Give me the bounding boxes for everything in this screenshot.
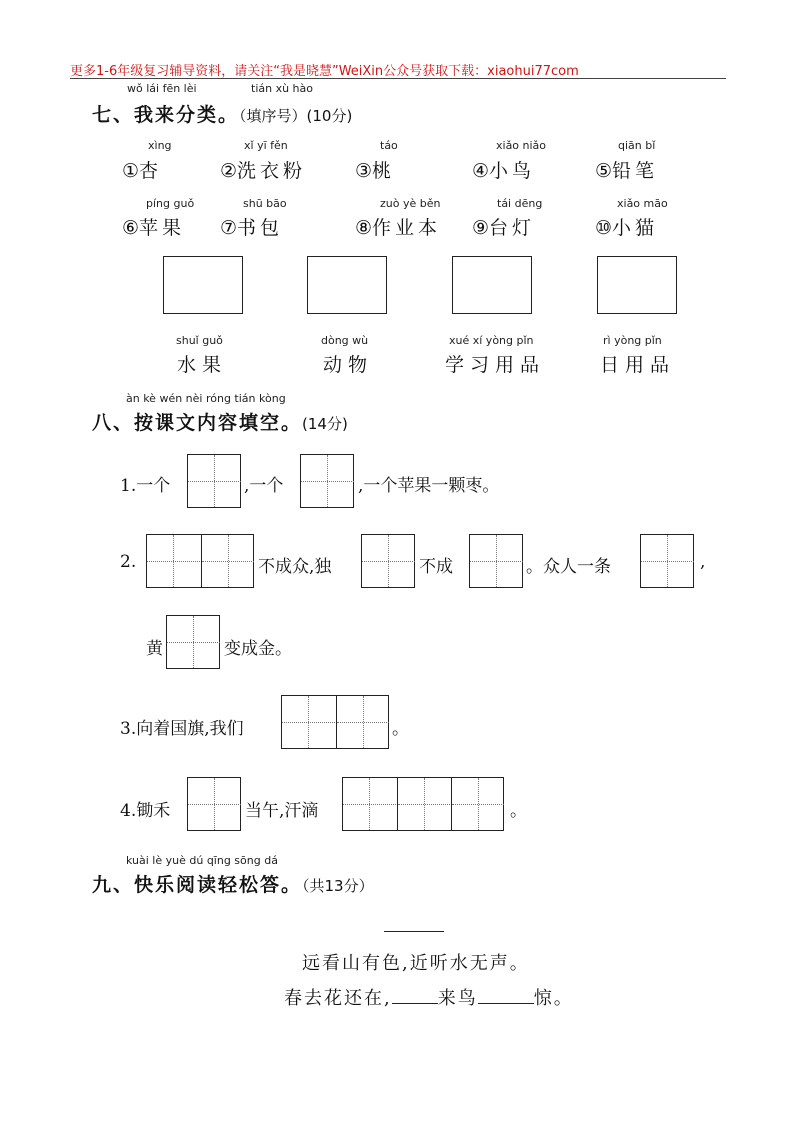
tianzi-box[interactable] [640,534,694,588]
tianzi-box[interactable] [469,534,523,588]
sort-item [355,156,395,183]
sort-item [220,213,283,240]
q3-text-b: 。 [392,719,409,739]
tianzi-box[interactable] [166,615,220,669]
q4-text-a: 4.锄禾 [120,801,171,821]
item-number: ⑥ [122,217,140,239]
item-number: ⑦ [220,217,238,239]
item-number: ① [122,160,140,182]
item-text: 小猫 [612,217,659,239]
item-text: 小鸟 [489,160,536,182]
section9-score: （共13分） [302,877,374,895]
tianzi-box[interactable] [146,534,254,588]
poem-line-2-c: 惊。 [533,988,574,1009]
answer-box-stationery[interactable] [452,256,532,314]
item-pinyin: xiǎo māo [617,197,668,210]
poem-blank-2[interactable] [478,989,534,1004]
item-text: 台灯 [489,217,536,239]
category-label: 动物 [323,354,374,376]
sort-item [122,156,162,183]
sort-item [355,213,441,240]
q4-text-b: 当午,汗滴 [245,801,319,821]
category-pinyin: shuǐ guǒ [176,334,223,347]
tianzi-box[interactable] [342,777,504,831]
q2-text-b: 不成众,独 [258,557,332,577]
poem-title-blank[interactable] [384,931,444,932]
section8-score: (14分) [302,415,348,433]
section8-title-text: 八、按课文内容填空。 [92,412,303,434]
section7-pinyin-b: tián xù hào [251,82,313,95]
item-text: 杏 [139,160,163,182]
section9-pinyin: kuài lè yuè dú qīng sōng dá [126,854,278,867]
category-label: 水果 [177,354,228,376]
section9-title [92,870,374,897]
item-number: ⑨ [472,217,490,239]
q2-text-g: 变成金。 [224,639,292,659]
q1-text-a: 1.一个 [120,476,171,496]
category-pinyin: xué xí yòng pǐn [449,334,534,347]
q2-text-c: 不成 [419,557,453,577]
poem-line-2-a: 春去花还在, [284,988,392,1009]
item-pinyin: xiǎo niǎo [496,139,547,152]
tianzi-box[interactable] [187,454,241,508]
q2-text-f: 黄 [146,639,163,659]
item-pinyin: zuò yè běn [380,197,441,210]
category-label: 学习用品 [445,354,546,376]
category-label: 日用品 [600,354,676,376]
item-pinyin: táo [380,139,398,152]
q1-text-b: ,一个 [244,476,284,496]
item-number: ⑧ [355,217,373,239]
header-divider [70,78,726,79]
sort-item [122,213,185,240]
item-number: ④ [472,160,490,182]
section9-title-text: 九、快乐阅读轻松答。 [92,874,303,896]
item-number: ③ [355,160,373,182]
sort-item [220,156,306,183]
item-number: ② [220,160,238,182]
header-banner: 更多1-6年级复习辅导资料，请关注“我是晓慧”WeiXin公众号获取下载：xiaohui77com [70,64,579,79]
poem-line-2-b: 来鸟 [437,988,478,1009]
q1-text-c: ,一个苹果一颗枣。 [358,476,500,496]
section7-title-text: 七、我来分类。 [92,104,240,126]
item-text: 作业本 [372,217,442,239]
item-text: 苹果 [139,217,186,239]
q4-text-c: 。 [510,801,527,821]
sort-item [595,156,658,183]
item-pinyin: xìng [148,139,172,152]
category-pinyin: dòng wù [321,334,369,347]
sort-item [472,156,535,183]
q2-text-e: , [700,552,706,572]
sort-item [472,213,535,240]
section8-title [92,408,348,435]
tianzi-box[interactable] [300,454,354,508]
section7-pinyin-a: wǒ lái fēn lèi [127,82,197,95]
tianzi-box[interactable] [187,777,241,831]
answer-box-fruit[interactable] [163,256,243,314]
item-text: 桃 [372,160,396,182]
tianzi-box[interactable] [281,695,389,749]
item-text: 书包 [237,217,284,239]
section7-title [92,100,352,127]
poem-line-1: 远看山有色,近听水无声。 [302,953,530,974]
item-number: ⑩ [595,217,613,239]
poem-blank-1[interactable] [392,989,438,1004]
item-text: 铅笔 [612,160,659,182]
poem-line-2 [284,984,574,1010]
q3-text-a: 3.向着国旗,我们 [120,719,244,739]
item-text: 洗衣粉 [237,160,307,182]
item-number: ⑤ [595,160,613,182]
section8-pinyin: àn kè wén nèi róng tián kòng [126,392,286,405]
item-pinyin: tái dēng [497,197,543,210]
item-pinyin: qiān bǐ [618,139,656,152]
item-pinyin: xǐ yī fěn [244,139,288,152]
sort-item [595,213,658,240]
answer-box-animal[interactable] [307,256,387,314]
q2-text-a: 2. [120,552,137,572]
category-pinyin: rì yòng pǐn [603,334,662,347]
q2-text-d: 。众人一条 [526,557,611,577]
item-pinyin: shū bāo [243,197,287,210]
item-pinyin: píng guǒ [146,197,195,210]
tianzi-box[interactable] [361,534,415,588]
answer-box-daily-goods[interactable] [597,256,677,314]
section7-score: （填序号）(10分) [239,107,353,125]
